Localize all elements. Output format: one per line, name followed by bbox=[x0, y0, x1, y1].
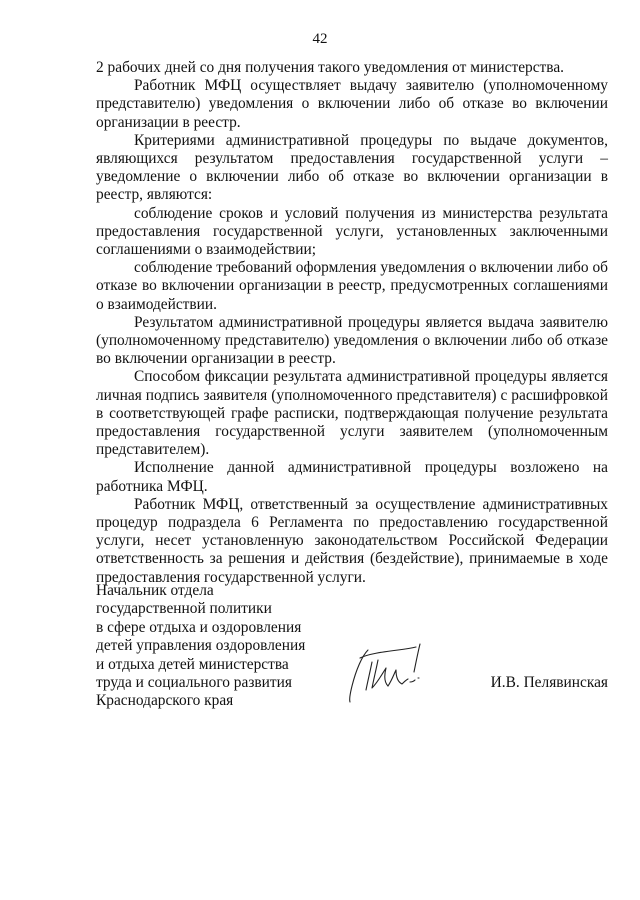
paragraph-criterion-requirements: соблюдение требований оформления уведомления о включении либо об отказе во включении организации в реестр, предусмотренных соглашениями о взаимодействии. bbox=[96, 259, 608, 313]
paragraph-execution: Исполнение данной административной процедуры возложено на работника МФЦ. bbox=[96, 459, 608, 495]
paragraph-continuation: 2 рабочих дней со дня получения такого уведомления от министерства. bbox=[96, 59, 565, 76]
signatory-position-line: детей управления оздоровления bbox=[96, 637, 306, 655]
signatory-position-line: труда и социального развития bbox=[96, 674, 292, 692]
paragraph-responsibility: Работник МФЦ, ответственный за осуществление административных процедур подраздела 6 Регламента по предоставлению государственной услуги, несет установленную законодательством Российской Федерации ответственность за решения и действия (бездействие), принимаемые в ходе предоставления государственной услуги. bbox=[96, 495, 608, 586]
signatory-position-line: государственной политики bbox=[96, 600, 272, 618]
document-body bbox=[96, 59, 608, 587]
paragraph-criterion-deadlines: соблюдение сроков и условий получения из министерства результата предоставления государственной услуги, установленных заключенными соглашениями о взаимодействии; bbox=[96, 204, 608, 259]
signatory-position-line: и отдыха детей министерства bbox=[96, 655, 289, 673]
paragraph-result: Результатом административной процедуры является выдача заявителю (уполномоченному представителю) уведомления о включении либо об отказе во включении организации в реестр. bbox=[96, 313, 608, 368]
page-number: 42 bbox=[312, 31, 328, 47]
paragraph-criteria: Критериями административной процедуры по выдаче документов, являющихся результатом предоставления государственной услуги – уведомление о включении либо об отказе во включении организации в реестр, являются: bbox=[96, 131, 608, 204]
paragraph-issuance: Работник МФЦ осуществляет выдачу заявителю (уполномоченному представителю) уведомления о включении либо об отказе во включении организации в реестр. bbox=[96, 77, 608, 131]
signature-block bbox=[96, 582, 608, 712]
signatory-position-line: Краснодарского края bbox=[96, 692, 234, 710]
signatory-position bbox=[96, 582, 336, 711]
handwritten-signature bbox=[338, 642, 438, 704]
signatory-position-line: в сфере отдыха и оздоровления bbox=[96, 618, 302, 636]
signatory-position-line: Начальник отдела bbox=[96, 582, 214, 599]
paragraph-fixation-method: Способом фиксации результата административной процедуры является личная подпись заявителя (уполномоченного представителя) с расшифровкой в соответствующей графе расписки, подтверждающая получение результата предоставления государственной услуги заявителем (уполномоченным представителем). bbox=[96, 368, 608, 459]
signatory-name: И.В. Пелявинская bbox=[490, 674, 608, 691]
